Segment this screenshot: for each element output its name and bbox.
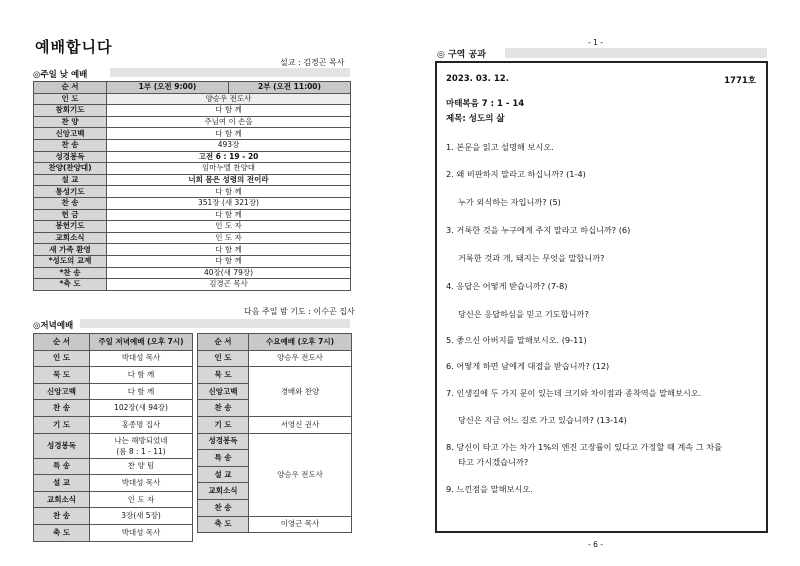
row-label: 특 송: [34, 458, 90, 475]
row-value: 다 함 께: [90, 383, 193, 400]
row-value: 다 함 께: [107, 255, 351, 267]
row-label: 찬 송: [198, 400, 249, 417]
question-9: 9. 느낀점을 말해보시오.: [446, 484, 533, 494]
row-value: 이영근 목사: [249, 516, 352, 533]
row-label: *찬 송: [34, 267, 107, 279]
row-label: 교회소식: [34, 491, 90, 508]
row-value: 너희 몸은 성령의 전이라: [107, 174, 351, 186]
question-5: 5. 좋으신 아버지를 말해보시오. (9-11): [446, 335, 587, 345]
table-header: 2부 (오전 11:00): [229, 82, 351, 94]
row-label: *축 도: [34, 279, 107, 291]
lesson-section-title: ◎ 구역 공과: [437, 50, 486, 60]
row-value: 양승우 전도사: [107, 93, 351, 105]
table-row: [198, 350, 352, 367]
row-value: 양승우 전도사: [249, 350, 352, 367]
row-label: 찬 송: [34, 400, 90, 417]
table-row: [34, 350, 193, 367]
lesson-date: 2023. 03. 12.: [446, 74, 509, 84]
scripture-reference: 마태복음 7 : 1 - 14: [446, 99, 525, 109]
question-6: 6. 어떻게 하면 남에게 대접을 받습니까? (12): [446, 361, 610, 371]
table-header: 순 서: [34, 334, 90, 351]
table-row: [34, 128, 351, 140]
table-row: [34, 174, 351, 186]
table-row: [34, 400, 193, 417]
row-value: 박대성 목사: [90, 350, 193, 367]
table-row: [34, 209, 351, 221]
table-row: [34, 197, 351, 209]
table-row: [34, 116, 351, 128]
row-value: 다 함 께: [107, 186, 351, 198]
row-label: 성경봉독: [198, 433, 249, 450]
row-label: 찬 송: [198, 499, 249, 516]
row-label: 신앙고백: [34, 128, 107, 140]
row-label: 교회소식: [198, 483, 249, 500]
table-row: [34, 163, 351, 175]
row-value: 40장(새 79장): [107, 267, 351, 279]
question-7-sub: 당신은 지금 어느 길로 가고 있습니까? (13-14): [458, 415, 627, 425]
table-header: 순 서: [34, 82, 107, 94]
row-label: 묵 도: [34, 367, 90, 384]
lesson-subject: 제목: 성도의 삶: [446, 114, 505, 124]
row-value: 주님여 이 손을: [107, 116, 351, 128]
question-3-sub: 거룩한 것과 개, 돼지는 무엇을 말합니까?: [458, 253, 605, 263]
page-number-bottom: - 6 -: [588, 540, 603, 549]
table-row: [34, 221, 351, 233]
row-label: 축 도: [34, 524, 90, 541]
sunday-evening-table: [33, 333, 193, 542]
evening-section-title: ◎저녁예배: [33, 321, 74, 331]
question-7: 7. 인생길에 두 가지 문이 있는데 크기와 차이점과 종착역을 말해보시오.: [446, 388, 702, 398]
row-value: 박대성 목사: [90, 475, 193, 492]
sermon-title: 나는 해방되었네: [114, 435, 168, 445]
row-value: 3장(새 5장): [90, 508, 193, 525]
question-4-sub: 당신은 응답하심을 믿고 기도합니까?: [458, 309, 589, 319]
row-label: 찬양(찬양대): [34, 163, 107, 175]
row-value: 인 도 자: [107, 221, 351, 233]
issue-number: 1771호: [724, 76, 756, 86]
row-value: 고전 6 : 19 - 20: [107, 151, 351, 163]
row-label: 참회기도: [34, 105, 107, 117]
row-value: 찬 양 팀: [90, 458, 193, 475]
scripture-ref: (롬 8 : 1 - 11): [116, 446, 166, 456]
row-value: 다 함 께: [90, 367, 193, 384]
table-row: [34, 186, 351, 198]
page-number-top: - 1 -: [588, 38, 603, 47]
row-value: 인 도 자: [90, 491, 193, 508]
wednesday-service-table: [197, 333, 352, 533]
section-bar: [505, 48, 767, 58]
row-label: 설 교: [34, 475, 90, 492]
row-label: 설 교: [34, 174, 107, 186]
table-row: [34, 232, 351, 244]
table-row: [34, 244, 351, 256]
row-label: 특 송: [198, 450, 249, 467]
table-row: [34, 416, 193, 433]
row-label: *성도의 교제: [34, 255, 107, 267]
row-value: 인 도 자: [107, 232, 351, 244]
row-label: 신앙고백: [198, 383, 249, 400]
row-label: 설 교: [198, 466, 249, 483]
table-row: [34, 491, 193, 508]
table-row: [34, 475, 193, 492]
row-label: 봉헌기도: [34, 221, 107, 233]
row-value: 김경곤 목사: [107, 279, 351, 291]
row-label: 새 가족 환영: [34, 244, 107, 256]
row-value: 351장 (새 321장): [107, 197, 351, 209]
table-row: [34, 151, 351, 163]
morning-section-title: ◎주일 낮 예배: [33, 70, 88, 80]
row-value: 493장: [107, 139, 351, 151]
question-8: 8. 당신이 타고 가는 차가 1%의 엔진 고장률이 있다고 가정할 때 계속 그 차를: [446, 442, 723, 452]
question-1: 1. 본문을 읽고 설명해 보시오.: [446, 142, 554, 152]
next-prayer-note: 다음 주일 밤 기도 : 이수곤 집사: [244, 307, 355, 316]
row-label: 찬 송: [34, 139, 107, 151]
table-row: [198, 433, 352, 450]
row-value: 다 함 께: [107, 105, 351, 117]
table-row: [34, 433, 193, 458]
table-row: [34, 93, 351, 105]
row-label: 찬 송: [34, 508, 90, 525]
morning-service-table: [33, 81, 351, 291]
row-value: [90, 433, 193, 458]
row-label: 인 도: [198, 350, 249, 367]
row-label: 교회소식: [34, 232, 107, 244]
row-label: 인 도: [34, 350, 90, 367]
row-label: 찬 송: [34, 197, 107, 209]
row-label: 축 도: [198, 516, 249, 533]
row-value: 서영신 권사: [249, 416, 352, 433]
row-value: 경배와 찬양: [249, 367, 352, 417]
table-row: [198, 367, 352, 384]
row-value: 다 함 께: [107, 244, 351, 256]
question-4: 4. 응답은 어떻게 받습니까? (7-8): [446, 281, 568, 291]
section-bar: [110, 68, 350, 77]
table-row: [34, 458, 193, 475]
row-label: 성경봉독: [34, 433, 90, 458]
table-row: [198, 416, 352, 433]
table-row: [34, 139, 351, 151]
row-label: 묵 도: [198, 367, 249, 384]
row-label: 신앙고백: [34, 383, 90, 400]
table-row: [198, 516, 352, 533]
table-header: 1부 (오전 9:00): [107, 82, 229, 94]
question-2: 2. 왜 비판하지 말라고 하십니까? (1-4): [446, 169, 586, 179]
lesson-box: [435, 61, 768, 533]
table-row: [34, 508, 193, 525]
section-bar: [80, 319, 350, 328]
question-3: 3. 거룩한 것을 누구에게 주지 말라고 하십니까? (6): [446, 225, 631, 235]
page-title: 예배합니다: [35, 38, 113, 56]
row-value: 다 함 께: [107, 209, 351, 221]
row-value: 박대성 목사: [90, 524, 193, 541]
row-value: 양승우 전도사: [249, 433, 352, 516]
row-value: 임마누엘 찬양대: [107, 163, 351, 175]
question-8-cont: 타고 가시겠습니까?: [458, 457, 529, 467]
row-label: 찬 양: [34, 116, 107, 128]
row-label: 헌 금: [34, 209, 107, 221]
row-label: 통성기도: [34, 186, 107, 198]
row-value: 다 함 께: [107, 128, 351, 140]
table-row: [34, 383, 193, 400]
row-label: 기 도: [198, 416, 249, 433]
table-row: [34, 367, 193, 384]
question-2-sub: 누가 외식하는 자입니까? (5): [458, 197, 561, 207]
row-label: 성경봉독: [34, 151, 107, 163]
table-header: 주일 저녁예배 (오후 7시): [90, 334, 193, 351]
row-label: 인 도: [34, 93, 107, 105]
table-header: 수요예배 (오후 7시): [249, 334, 352, 351]
preacher-line: 설교 : 김경곤 목사: [280, 58, 345, 67]
row-value: 102장(새 94장): [90, 400, 193, 417]
table-row: [34, 279, 351, 291]
table-row: [34, 524, 193, 541]
row-label: 기 도: [34, 416, 90, 433]
table-row: [34, 255, 351, 267]
table-row: [34, 267, 351, 279]
table-header: 순 서: [198, 334, 249, 351]
row-value: 홍종명 집사: [90, 416, 193, 433]
table-row: [34, 105, 351, 117]
